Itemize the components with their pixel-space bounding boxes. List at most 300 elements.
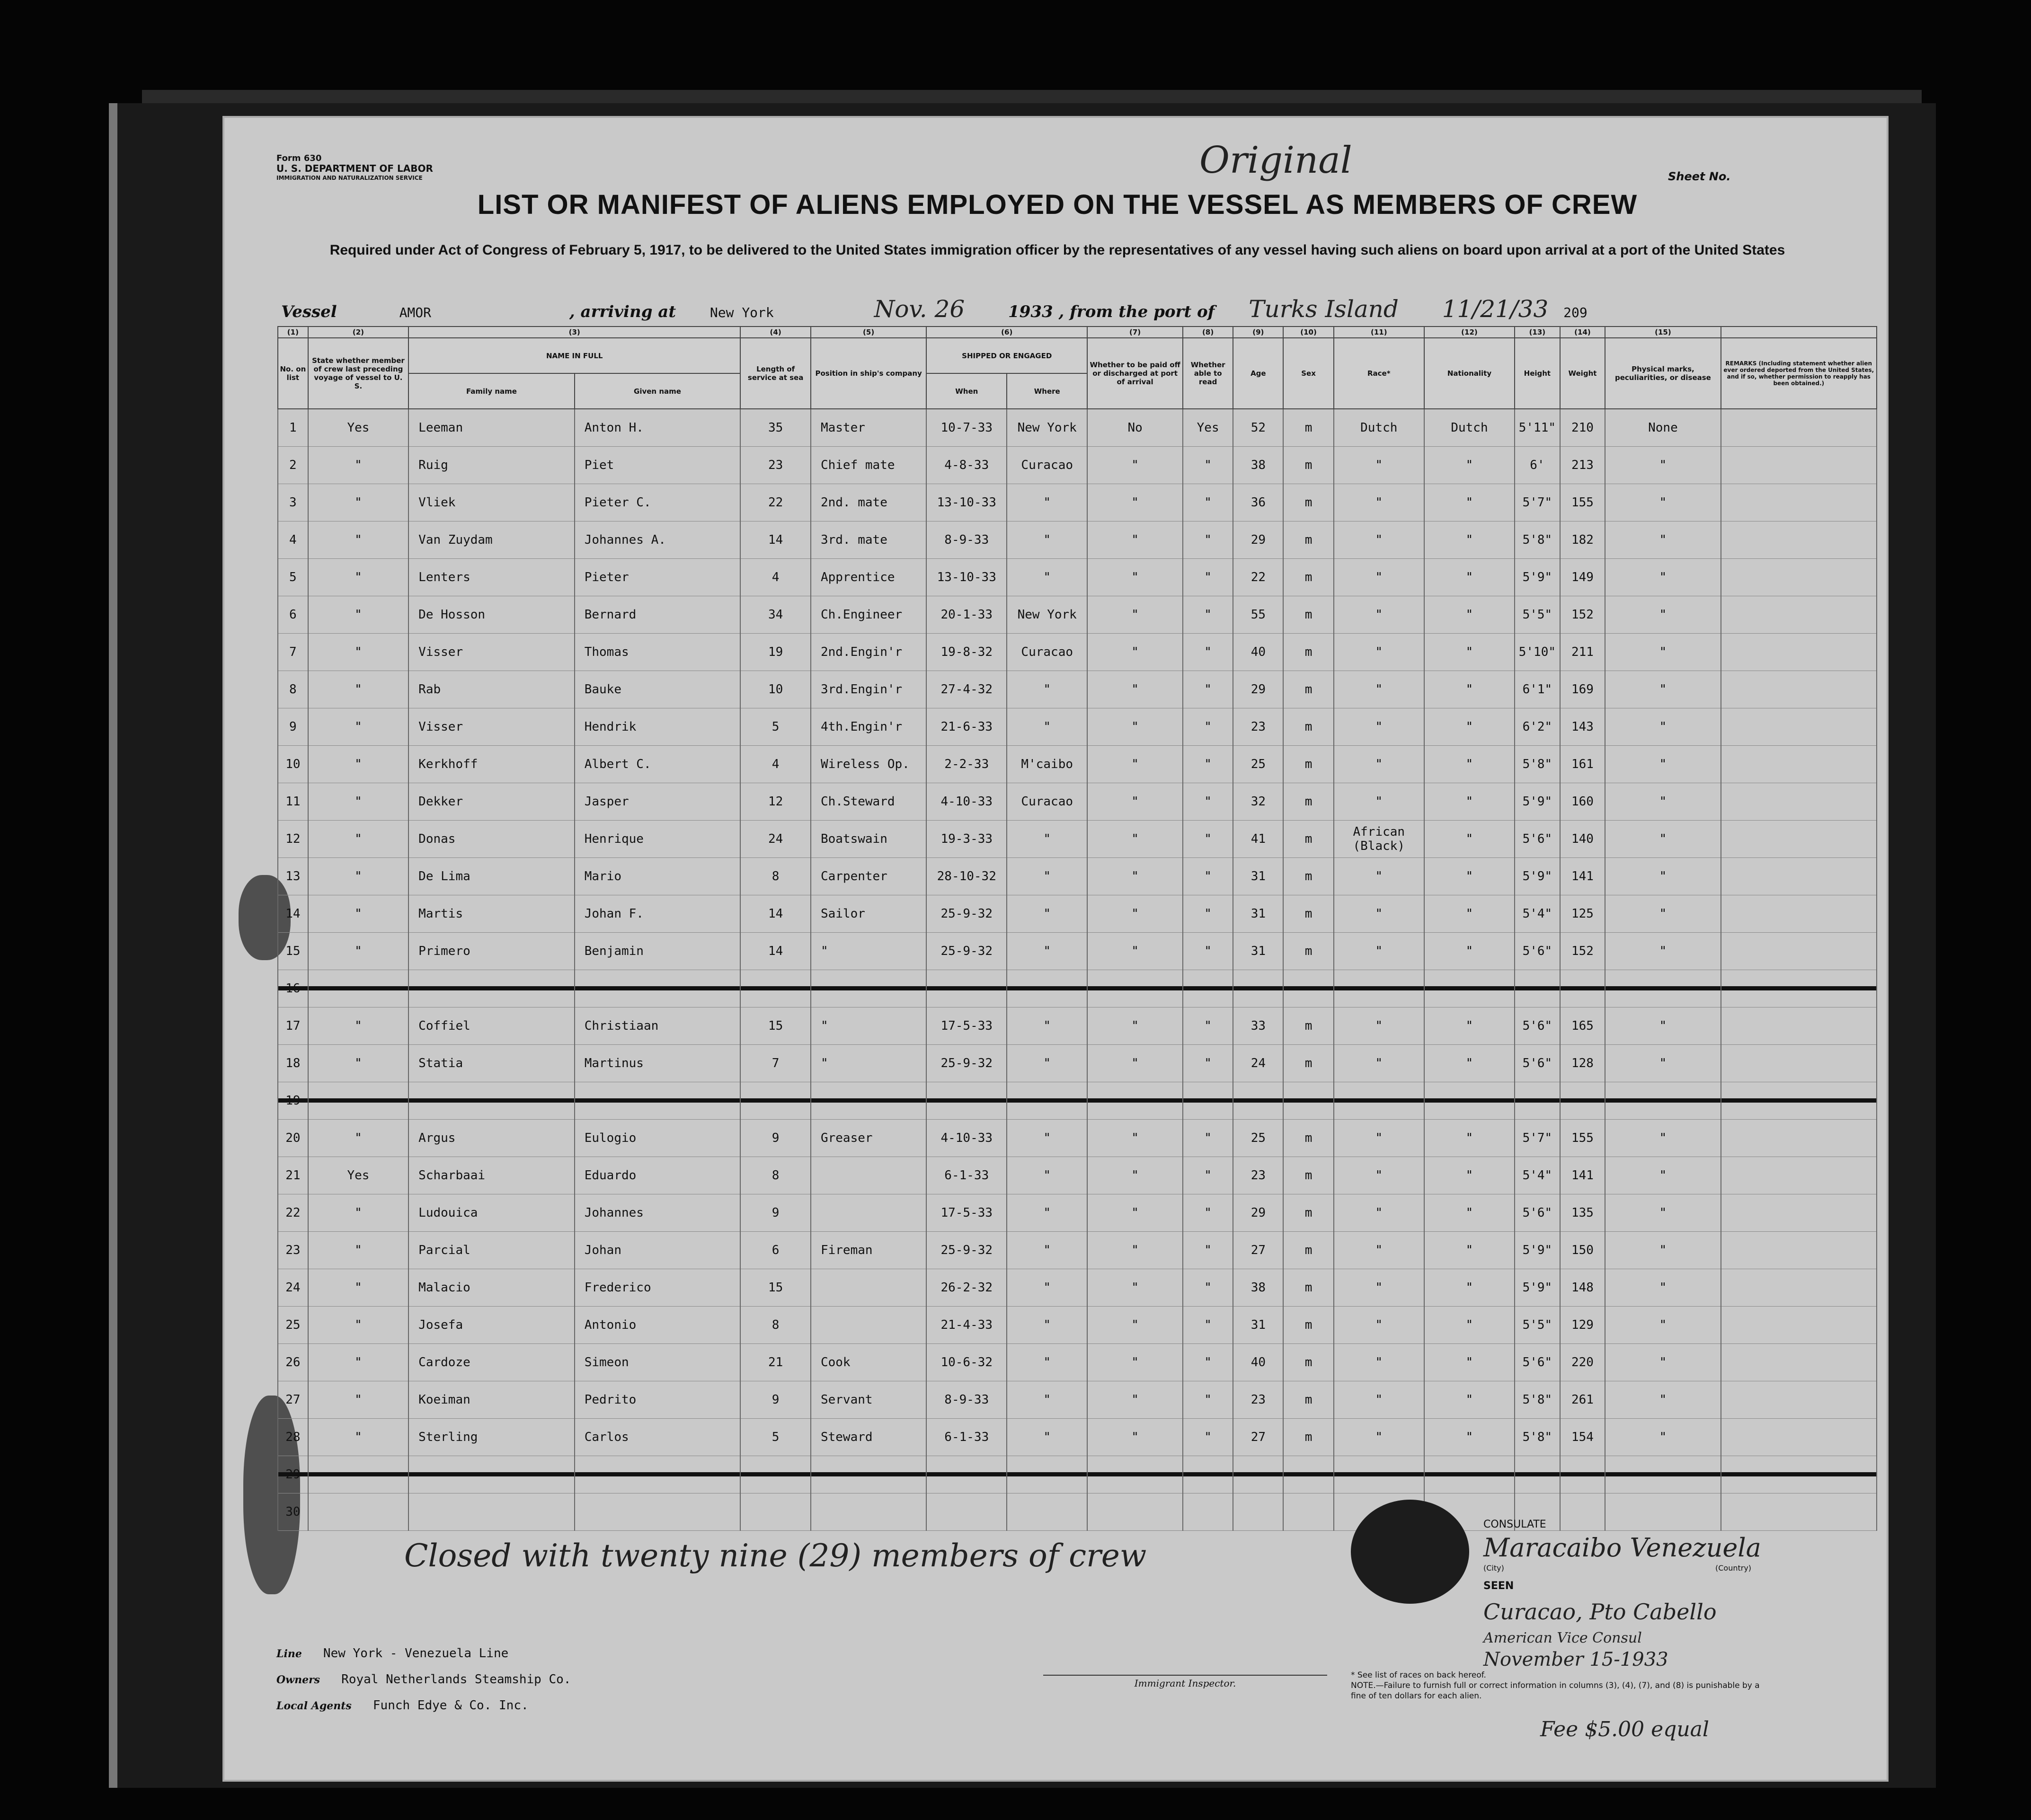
row-number-cell: 5 [278,558,308,596]
remarks-cell [1721,857,1877,895]
paid-off-cell: " [1087,1306,1183,1343]
race-cell: " [1334,1194,1424,1231]
previous-voyage-cell: " [308,1306,408,1343]
physical-marks-cell: " [1605,1269,1721,1306]
nationality-cell: " [1424,1306,1515,1343]
given-name-cell: Hendrik [575,708,741,745]
remarks-cell [1721,1269,1877,1306]
page-number: 209 [1563,305,1588,320]
nationality-cell: " [1424,1231,1515,1269]
position-cell: Servant [811,1381,926,1418]
col-header-able-to-read: Whether able to read [1183,338,1233,409]
age-cell: 31 [1233,895,1283,932]
height-cell: 5'10" [1515,633,1560,671]
shipped-when-cell: 26-2-32 [926,1269,1007,1306]
position-cell [811,1157,926,1194]
table-row [278,857,1877,895]
row-number-cell: 14 [278,895,308,932]
previous-voyage-cell: " [308,1269,408,1306]
physical-marks-cell [1605,1456,1721,1493]
shipped-when-cell: 21-4-33 [926,1306,1007,1343]
weight-cell: 129 [1560,1306,1605,1343]
weight-cell: 140 [1560,820,1605,857]
age-cell: 31 [1233,1306,1283,1343]
given-name-cell: Frederico [575,1269,741,1306]
paid-off-cell: " [1087,1044,1183,1082]
previous-voyage-cell: " [308,596,408,633]
age-cell: 33 [1233,1007,1283,1044]
row-number-cell: 13 [278,857,308,895]
shipped-when-cell [926,1082,1007,1119]
given-name-cell: Pieter [575,558,741,596]
column-number: (5) [811,327,926,338]
city-label: (City) [1483,1564,1504,1573]
table-row [278,1044,1877,1082]
remarks-cell [1721,783,1877,820]
physical-marks-cell: " [1605,1343,1721,1381]
row-number-cell: 16 [278,970,308,1007]
family-name-cell: Kerkhoff [408,745,575,783]
column-number: (11) [1334,327,1424,338]
nationality-cell: " [1424,671,1515,708]
shipped-when-cell: 17-5-33 [926,1007,1007,1044]
shipped-where-cell: " [1007,558,1087,596]
remarks-cell [1721,1381,1877,1418]
age-cell [1233,1493,1283,1530]
height-cell: 5'6" [1515,1194,1560,1231]
remarks-cell [1721,596,1877,633]
physical-marks-cell: " [1605,671,1721,708]
remarks-cell [1721,1044,1877,1082]
age-cell: 27 [1233,1418,1283,1456]
shipped-where-cell: " [1007,1231,1087,1269]
length-of-service-cell: 4 [740,745,811,783]
row-number-cell: 3 [278,484,308,521]
length-of-service-cell: 24 [740,820,811,857]
shipped-where-cell: " [1007,1157,1087,1194]
sex-cell: m [1283,1044,1333,1082]
position-cell: Cook [811,1343,926,1381]
race-cell: " [1334,1418,1424,1456]
nationality-cell: " [1424,1194,1515,1231]
family-name-cell: Malacio [408,1269,575,1306]
given-name-cell: Henrique [575,820,741,857]
race-cell: " [1334,1269,1424,1306]
able-to-read-cell: " [1183,633,1233,671]
given-name-cell: Bauke [575,671,741,708]
race-cell: " [1334,708,1424,745]
given-name-cell [575,1493,741,1530]
date-note: 11/21/33 [1442,295,1549,323]
height-cell: 5'9" [1515,1269,1560,1306]
row-number-cell: 30 [278,1493,308,1530]
row-number-cell: 7 [278,633,308,671]
column-number: (13) [1515,327,1560,338]
sex-cell: m [1283,783,1333,820]
row-number-cell: 17 [278,1007,308,1044]
col-header-nationality: Nationality [1424,338,1515,409]
shipped-when-cell: 27-4-32 [926,671,1007,708]
length-of-service-cell: 21 [740,1343,811,1381]
position-cell: Boatswain [811,820,926,857]
shipped-where-cell: New York [1007,409,1087,446]
remarks-cell [1721,895,1877,932]
weight-cell: 165 [1560,1007,1605,1044]
vessel-name: AMOR [399,305,432,320]
arriving-port: New York [710,305,774,320]
length-of-service-cell: 14 [740,932,811,970]
position-cell [811,1194,926,1231]
family-name-cell: Ludouica [408,1194,575,1231]
nationality-cell [1424,1082,1515,1119]
length-of-service-cell: 4 [740,558,811,596]
physical-marks-cell: " [1605,1381,1721,1418]
paid-off-cell: " [1087,446,1183,484]
race-cell: " [1334,596,1424,633]
physical-marks-cell: " [1605,521,1721,558]
shipped-when-cell: 21-6-33 [926,708,1007,745]
vessel-line [281,295,1588,323]
physical-marks-cell: " [1605,745,1721,783]
age-cell: 38 [1233,1269,1283,1306]
family-name-cell: Statia [408,1044,575,1082]
nationality-cell [1424,1456,1515,1493]
physical-marks-cell: " [1605,1306,1721,1343]
given-name-cell: Albert C. [575,745,741,783]
shipped-when-cell: 19-8-32 [926,633,1007,671]
col-header-position: Position in ship's company [811,338,926,409]
consul-signature: American Vice Consul [1483,1630,1642,1646]
remarks-cell [1721,1119,1877,1157]
remarks-cell [1721,970,1877,1007]
position-cell: " [811,1044,926,1082]
able-to-read-cell: " [1183,745,1233,783]
table-row [278,596,1877,633]
row-number-cell: 10 [278,745,308,783]
physical-marks-cell: " [1605,1044,1721,1082]
family-name-cell [408,970,575,1007]
family-name-cell [408,1082,575,1119]
given-name-cell: Johan F. [575,895,741,932]
column-number: (2) [308,327,408,338]
footnotes [1351,1670,1777,1701]
age-cell: 23 [1233,1381,1283,1418]
paid-off-cell: " [1087,633,1183,671]
nationality-cell: " [1424,446,1515,484]
length-of-service-cell: 22 [740,484,811,521]
sex-cell: m [1283,820,1333,857]
agents-row [276,1698,529,1713]
physical-marks-cell [1605,1493,1721,1530]
race-cell: " [1334,932,1424,970]
physical-marks-cell: " [1605,1119,1721,1157]
height-cell: 5'8" [1515,745,1560,783]
weight-cell: 148 [1560,1269,1605,1306]
consulate-label: CONSULATE [1483,1519,1546,1530]
race-cell [1334,1082,1424,1119]
remarks-cell [1721,1306,1877,1343]
family-name-cell: De Lima [408,857,575,895]
shipped-where-cell: " [1007,1194,1087,1231]
shipped-when-cell: 10-7-33 [926,409,1007,446]
table-row [278,1493,1877,1530]
age-cell: 23 [1233,708,1283,745]
sex-cell [1283,1082,1333,1119]
consulate-location: Maracaibo Venezuela [1483,1533,1761,1563]
age-cell: 22 [1233,558,1283,596]
able-to-read-cell: " [1183,558,1233,596]
remarks-cell [1721,1194,1877,1231]
race-cell: " [1334,783,1424,820]
height-cell: 5'6" [1515,1343,1560,1381]
weight-cell [1560,1456,1605,1493]
row-number-cell: 23 [278,1231,308,1269]
remarks-cell [1721,484,1877,521]
col-header-family-name: Family name [408,373,575,409]
given-name-cell: Pieter C. [575,484,741,521]
shipped-where-cell: " [1007,1343,1087,1381]
weight-cell: 220 [1560,1343,1605,1381]
height-cell [1515,970,1560,1007]
table-row [278,1381,1877,1418]
paid-off-cell: " [1087,1381,1183,1418]
able-to-read-cell [1183,970,1233,1007]
row-number-cell: 6 [278,596,308,633]
previous-voyage-cell: Yes [308,409,408,446]
shipped-where-cell: New York [1007,596,1087,633]
row-number-cell: 18 [278,1044,308,1082]
weight-cell: 128 [1560,1044,1605,1082]
row-number-cell: 11 [278,783,308,820]
remarks-cell [1721,1007,1877,1044]
paid-off-cell: No [1087,409,1183,446]
race-cell: " [1334,1343,1424,1381]
paid-off-cell: " [1087,820,1183,857]
sex-cell: m [1283,484,1333,521]
remarks-cell [1721,1456,1877,1493]
height-cell [1515,1082,1560,1119]
consulate-via: Curacao, Pto Cabello [1483,1599,1717,1625]
race-cell: Dutch [1334,409,1424,446]
col-header-sex: Sex [1283,338,1333,409]
paid-off-cell [1087,1493,1183,1530]
table-row [278,484,1877,521]
length-of-service-cell: 9 [740,1119,811,1157]
shipped-where-cell: " [1007,1119,1087,1157]
shipped-when-cell: 2-2-33 [926,745,1007,783]
col-header-physical-marks: Physical marks, peculiarities, or disease [1605,338,1721,409]
weight-cell: 135 [1560,1194,1605,1231]
family-name-cell: Lenters [408,558,575,596]
paid-off-cell: " [1087,1231,1183,1269]
shipped-when-cell: 4-10-33 [926,1119,1007,1157]
service-name: IMMIGRATION AND NATURALIZATION SERVICE [276,175,423,181]
row-number-cell: 26 [278,1343,308,1381]
remarks-cell [1721,1231,1877,1269]
given-name-cell [575,1082,741,1119]
sex-cell: m [1283,1306,1333,1343]
owners-label: Owners [276,1674,320,1686]
height-cell: 5'6" [1515,820,1560,857]
height-cell: 5'4" [1515,1157,1560,1194]
length-of-service-cell: 8 [740,1157,811,1194]
race-cell: " [1334,1381,1424,1418]
able-to-read-cell: " [1183,446,1233,484]
height-cell: 6'1" [1515,671,1560,708]
weight-cell: 143 [1560,708,1605,745]
table-row [278,671,1877,708]
race-cell [1334,970,1424,1007]
family-name-cell [408,1456,575,1493]
race-cell: " [1334,895,1424,932]
col-header-remarks: REMARKS (Including statement whether alien ever ordered deported from the United States, and if so, whether permission to reapply has been obtained.) [1721,338,1877,409]
given-name-cell: Bernard [575,596,741,633]
weight-cell: 182 [1560,521,1605,558]
paid-off-cell: " [1087,708,1183,745]
table-row [278,1194,1877,1231]
able-to-read-cell: Yes [1183,409,1233,446]
given-name-cell: Benjamin [575,932,741,970]
given-name-cell [575,970,741,1007]
table-row [278,1231,1877,1269]
given-name-cell: Piet [575,446,741,484]
row-number-cell: 24 [278,1269,308,1306]
table-row [278,409,1877,446]
height-cell: 6'2" [1515,708,1560,745]
able-to-read-cell: " [1183,1269,1233,1306]
weight-cell: 155 [1560,484,1605,521]
owners-value: Royal Netherlands Steamship Co. [341,1672,571,1687]
able-to-read-cell: " [1183,671,1233,708]
position-cell: " [811,932,926,970]
table-row [278,558,1877,596]
race-cell: " [1334,671,1424,708]
shipped-when-cell: 25-9-32 [926,895,1007,932]
table-row [278,1343,1877,1381]
column-number: (1) [278,327,308,338]
column-number: (8) [1183,327,1233,338]
physical-marks-cell: " [1605,596,1721,633]
shipped-when-cell [926,1456,1007,1493]
col-header-length-of-service: Length of service at sea [740,338,811,409]
able-to-read-cell: " [1183,820,1233,857]
shipped-when-cell: 4-10-33 [926,783,1007,820]
race-cell: " [1334,1231,1424,1269]
shipped-when-cell [926,1493,1007,1530]
physical-marks-cell: " [1605,932,1721,970]
able-to-read-cell: " [1183,932,1233,970]
shipped-where-cell: " [1007,895,1087,932]
physical-marks-cell: " [1605,633,1721,671]
nationality-cell: " [1424,521,1515,558]
physical-marks-cell [1605,970,1721,1007]
remarks-cell [1721,932,1877,970]
col-group-shipped-or-engaged: SHIPPED OR ENGAGED [926,338,1087,373]
family-name-cell: Cardoze [408,1343,575,1381]
height-cell: 5'4" [1515,895,1560,932]
previous-voyage-cell: " [308,708,408,745]
seen-label: SEEN [1483,1580,1514,1592]
shipped-when-cell: 19-3-33 [926,820,1007,857]
race-cell: " [1334,745,1424,783]
family-name-cell: Visser [408,708,575,745]
sex-cell [1283,1456,1333,1493]
family-name-cell: Coffiel [408,1007,575,1044]
physical-marks-cell: " [1605,1194,1721,1231]
crew-rows [278,409,1877,1530]
family-name-cell: Leeman [408,409,575,446]
age-cell: 27 [1233,1231,1283,1269]
family-name-cell: Ruig [408,446,575,484]
weight-cell: 155 [1560,1119,1605,1157]
nationality-cell: " [1424,708,1515,745]
length-of-service-cell: 8 [740,857,811,895]
age-cell: 24 [1233,1044,1283,1082]
shipped-when-cell: 8-9-33 [926,521,1007,558]
sex-cell: m [1283,1381,1333,1418]
weight-cell: 152 [1560,596,1605,633]
position-cell [811,1493,926,1530]
col-header-when: When [926,373,1007,409]
remarks-cell [1721,671,1877,708]
weight-cell: 210 [1560,409,1605,446]
shipped-when-cell: 25-9-32 [926,932,1007,970]
given-name-cell: Martinus [575,1044,741,1082]
previous-voyage-cell: " [308,446,408,484]
arrival-date: Nov. 26 [874,295,965,323]
shipped-where-cell: Curacao [1007,783,1087,820]
paid-off-cell [1087,970,1183,1007]
able-to-read-cell: " [1183,1194,1233,1231]
paid-off-cell [1087,1082,1183,1119]
previous-voyage-cell: " [308,484,408,521]
shipped-where-cell [1007,1082,1087,1119]
able-to-read-cell: " [1183,783,1233,820]
column-number: (15) [1605,327,1721,338]
weight-cell: 161 [1560,745,1605,783]
vessel-label: Vessel [281,302,337,321]
remarks-cell [1721,633,1877,671]
arrival-year: 1933 [1008,302,1053,321]
age-cell: 23 [1233,1157,1283,1194]
able-to-read-cell: " [1183,1306,1233,1343]
physical-marks-cell: " [1605,708,1721,745]
previous-voyage-cell: " [308,895,408,932]
shipped-where-cell: " [1007,932,1087,970]
table-row [278,1456,1877,1493]
physical-marks-cell: None [1605,409,1721,446]
family-name-cell: Visser [408,633,575,671]
shipped-when-cell [926,970,1007,1007]
sex-cell: m [1283,633,1333,671]
column-number: (9) [1233,327,1283,338]
previous-voyage-cell [308,1082,408,1119]
sex-cell: m [1283,558,1333,596]
weight-cell: 150 [1560,1231,1605,1269]
length-of-service-cell: 14 [740,895,811,932]
sex-cell: m [1283,521,1333,558]
shipped-where-cell: " [1007,1306,1087,1343]
remarks-cell [1721,708,1877,745]
age-cell: 52 [1233,409,1283,446]
table-row [278,783,1877,820]
previous-voyage-cell: " [308,671,408,708]
age-cell: 36 [1233,484,1283,521]
paid-off-cell: " [1087,1157,1183,1194]
form-number: Form 630 [276,153,322,163]
shipped-when-cell: 25-9-32 [926,1231,1007,1269]
physical-marks-cell: " [1605,446,1721,484]
